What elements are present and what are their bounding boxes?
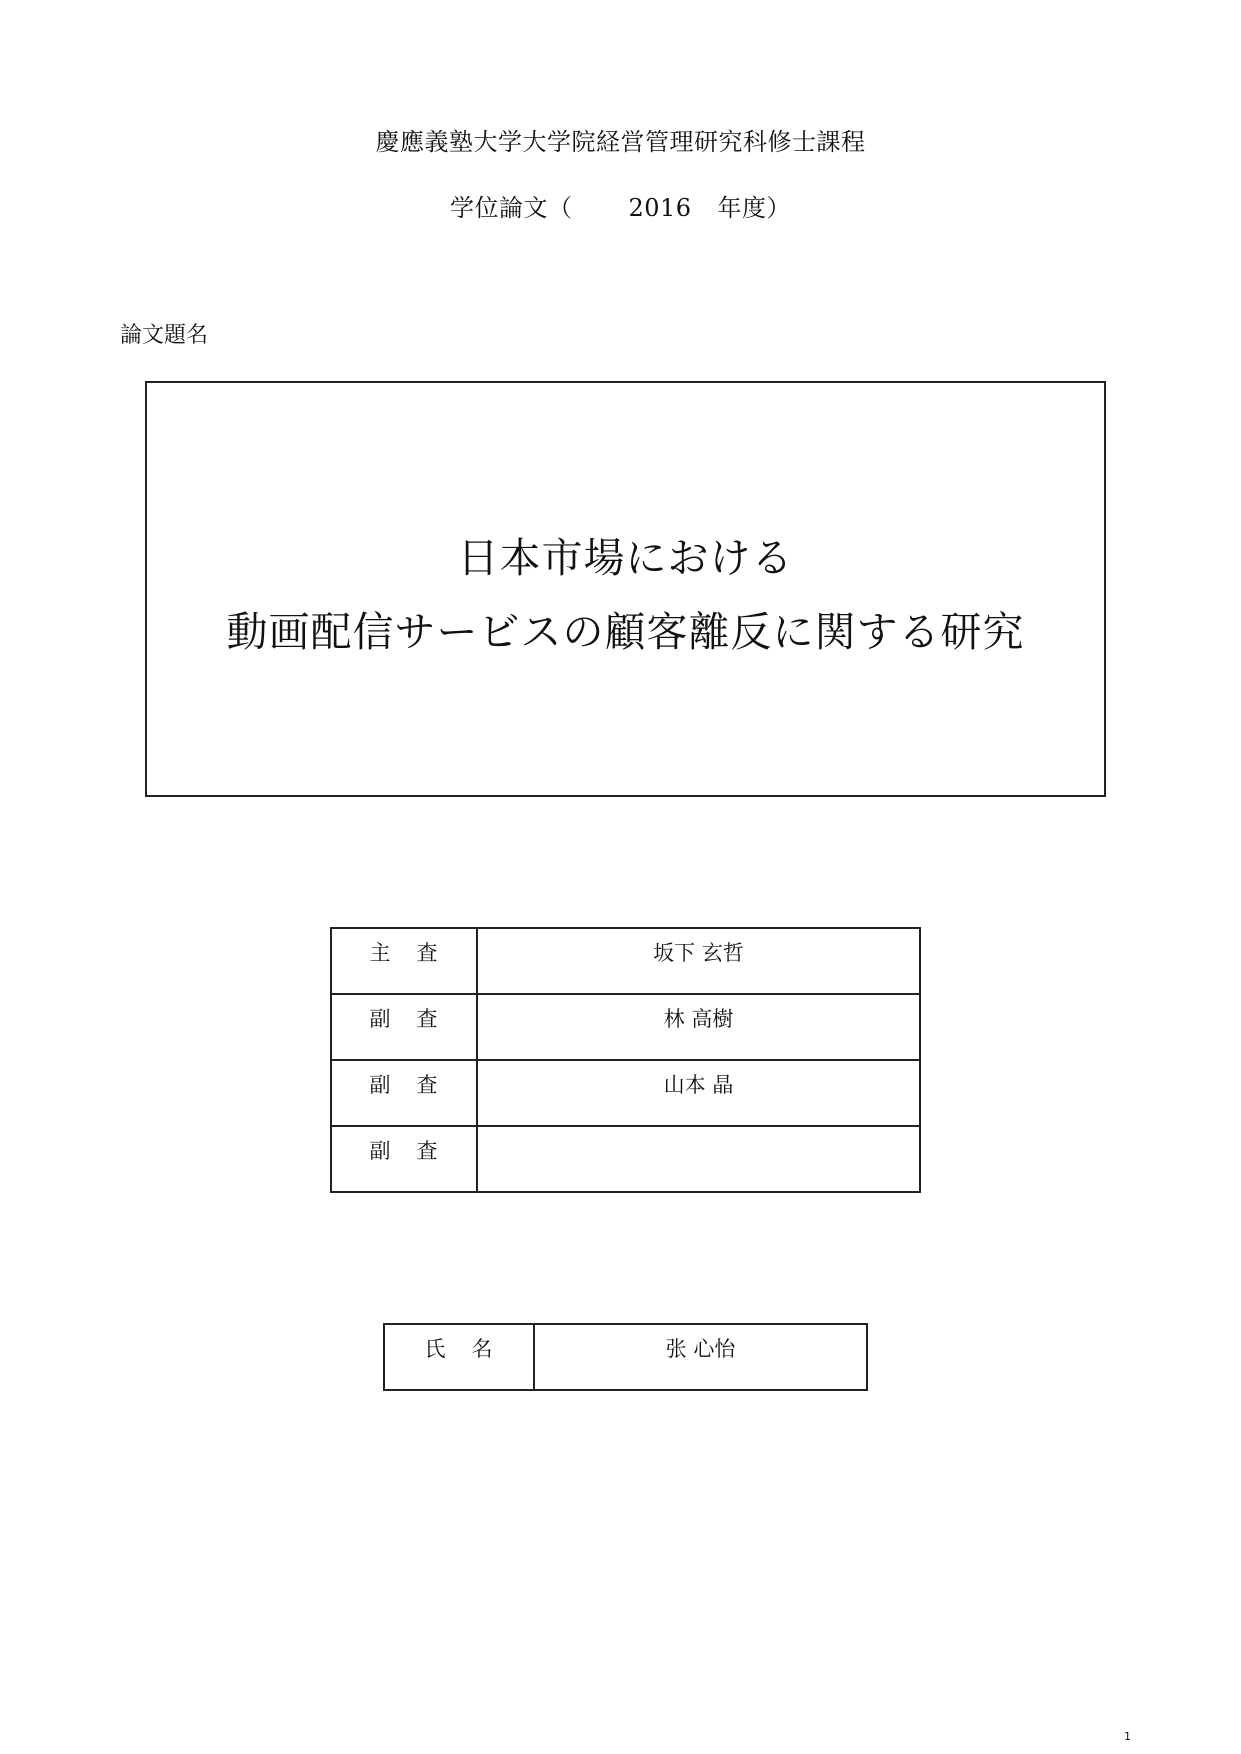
student-name-label: 氏名 — [384, 1324, 534, 1390]
examiner-name: 山本 晶 — [477, 1060, 920, 1126]
thesis-title-box — [145, 381, 1106, 797]
thesis-title-line-2: 動画配信サービスの顧客離反に関する研究 — [226, 608, 1025, 656]
examiner-name — [477, 1126, 920, 1192]
examiners-table — [330, 927, 921, 1193]
thesis-title-line-1: 日本市場における — [457, 534, 794, 582]
examiner-role: 副査 — [331, 1060, 477, 1126]
thesis-title-label: 論文題名 — [120, 323, 209, 348]
examiner-row — [331, 928, 920, 994]
examiner-row — [331, 994, 920, 1060]
examiner-row — [331, 1126, 920, 1192]
examiner-name: 林 高樹 — [477, 994, 920, 1060]
university-program-heading: 慶應義塾大学大学院経営管理研究科修士課程 — [375, 128, 866, 156]
examiner-row — [331, 1060, 920, 1126]
examiner-name: 坂下 玄哲 — [477, 928, 920, 994]
degree-year: 2016 — [628, 194, 692, 222]
student-row — [384, 1324, 867, 1390]
page-number: 1 — [1124, 1730, 1131, 1743]
student-name: 张 心怡 — [534, 1324, 867, 1390]
examiner-role: 主査 — [331, 928, 477, 994]
examiner-role: 副査 — [331, 994, 477, 1060]
degree-label: 学位論文（ — [449, 194, 573, 222]
degree-year-suffix: 年度） — [717, 194, 792, 222]
examiner-role: 副査 — [331, 1126, 477, 1192]
student-name-table — [383, 1323, 868, 1391]
degree-year-line — [0, 188, 1241, 223]
